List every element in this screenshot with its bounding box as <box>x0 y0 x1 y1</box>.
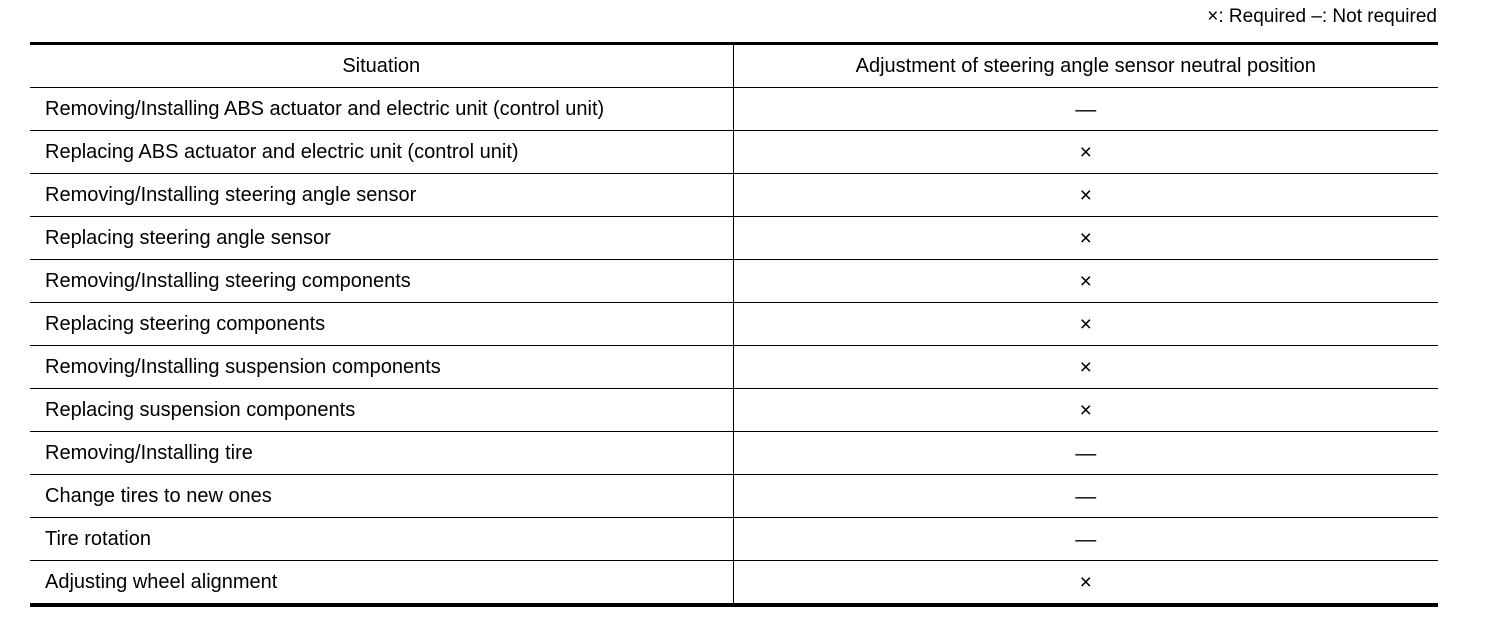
table-row <box>30 475 1438 518</box>
table-row <box>30 432 1438 475</box>
situation-cell: Replacing steering components <box>30 303 733 346</box>
adjustment-cell: × <box>733 260 1438 303</box>
situation-cell: Tire rotation <box>30 518 733 561</box>
adjustment-cell: × <box>733 131 1438 174</box>
adjustment-cell: × <box>733 303 1438 346</box>
adjustment-cell: × <box>733 389 1438 432</box>
situation-cell: Removing/Installing suspension components <box>30 346 733 389</box>
table-row <box>30 131 1438 174</box>
table-row <box>30 389 1438 432</box>
table-row <box>30 346 1438 389</box>
table-row <box>30 561 1438 606</box>
table-row <box>30 303 1438 346</box>
situation-cell: Removing/Installing steering components <box>30 260 733 303</box>
situation-cell: Replacing suspension components <box>30 389 733 432</box>
table-row <box>30 260 1438 303</box>
legend <box>1207 6 1437 28</box>
situation-cell: Change tires to new ones <box>30 475 733 518</box>
legend-required: ×: Required <box>1207 6 1307 27</box>
situation-cell: Removing/Installing tire <box>30 432 733 475</box>
adjustment-table <box>30 42 1438 607</box>
situation-cell: Removing/Installing ABS actuator and electric unit (control unit) <box>30 88 733 131</box>
adjustment-cell: × <box>1079 570 1092 594</box>
adjustment-cell: × <box>733 346 1438 389</box>
table-row <box>30 217 1438 260</box>
table-row <box>30 174 1438 217</box>
situation-cell: Replacing steering angle sensor <box>30 217 733 260</box>
adjustment-cell: — <box>733 475 1438 518</box>
adjustment-cell: — <box>733 432 1438 475</box>
table-row <box>30 518 1438 561</box>
adjustment-cell: — <box>733 518 1438 561</box>
situation-cell: Removing/Installing steering angle sensor <box>30 174 733 217</box>
table-header-row <box>30 44 1438 88</box>
adjustment-cell: × <box>733 174 1438 217</box>
header-situation: Situation <box>30 44 733 88</box>
header-adjustment: Adjustment of steering angle sensor neutral position <box>733 44 1438 88</box>
table-row <box>30 88 1438 131</box>
adjustment-cell: × <box>733 217 1438 260</box>
situation-cell: Replacing ABS actuator and electric unit (control unit) <box>30 131 733 174</box>
situation-cell: Adjusting wheel alignment <box>30 561 733 606</box>
adjustment-cell: — <box>733 88 1438 131</box>
legend-not-required: –: Not required <box>1311 6 1437 27</box>
